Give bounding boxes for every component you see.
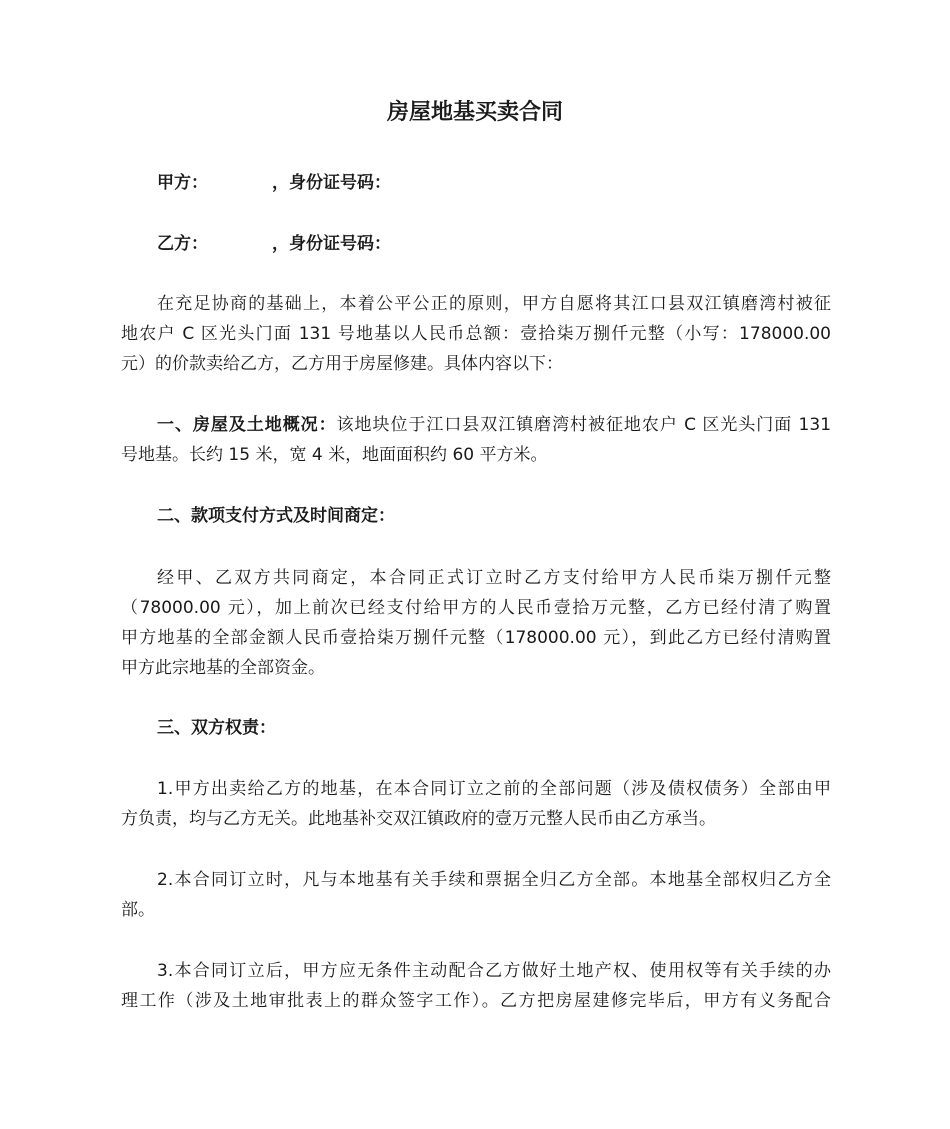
section3-heading: 三、双方权责： [157,718,276,738]
section3-item3-line-2: 理工作（涉及土地审批表上的群众签字工作）。乙方把房屋建修完毕后，甲方有义务配合 [121,991,831,1011]
section3-item1-line-1: 1.甲方出卖给乙方的地基，在本合同订立之前的全部问题（涉及债权债务）全部由甲 [157,779,831,799]
party-a-id-label: ，身份证号码： [272,173,391,193]
section1-line-2: 号地基。长约 15 米，宽 4 米，地面面积约 60 平方米。 [121,445,548,465]
section2-heading: 二、款项支付方式及时间商定： [157,506,395,526]
intro-line-2: 地农户 C 区光头门面 131 号地基以人民币总额：壹拾柒万捌仟元整（小写：178000.00 [121,324,831,344]
section2-line-2: （78000.00 元），加上前次已经支付给甲方的人民币壹拾万元整，乙方已经付清了购置 [121,598,831,618]
party-b-label: 乙方： [157,234,208,254]
party-a-label: 甲方： [157,173,208,193]
party-a-line [157,168,831,198]
document-title: 房屋地基买卖合同 [386,100,563,125]
section1-line-1 [157,410,831,440]
section3-item3-line-1: 3.本合同订立后，甲方应无条件主动配合乙方做好土地产权、使用权等有关手续的办 [157,961,831,981]
section1-text-1: 该地块位于江口县双江镇磨湾村被征地农户 C 区光头门面 131 [336,415,832,435]
section2-line-3: 甲方地基的全部金额人民币壹拾柒万捌仟元整（178000.00 元），到此乙方已经付清购置 [121,628,831,648]
section3-item2-line-1: 2.本合同订立时，凡与本地基有关手续和票据全归乙方全部。本地基全部权归乙方全 [157,870,831,890]
section1-heading: 一、房屋及土地概况： [157,415,337,435]
party-b-line [157,229,831,259]
intro-line-3: 元）的价款卖给乙方，乙方用于房屋修建。具体内容以下： [121,354,563,374]
section2-line-4: 甲方此宗地基的全部资金。 [121,658,325,678]
intro-line-1: 在充足协商的基础上，本着公平公正的原则，甲方自愿将其江口县双江镇磨湾村被征 [157,294,831,314]
party-b-id-label: ，身份证号码： [272,234,391,254]
section3-item1-line-2: 方负责，均与乙方无关。此地基补交双江镇政府的壹万元整人民币由乙方承当。 [121,809,716,829]
section3-item2-line-2: 部。 [121,900,155,920]
section2-line-1: 经甲、乙双方共同商定，本合同正式订立时乙方支付给甲方人民币柒万捌仟元整 [157,568,831,588]
